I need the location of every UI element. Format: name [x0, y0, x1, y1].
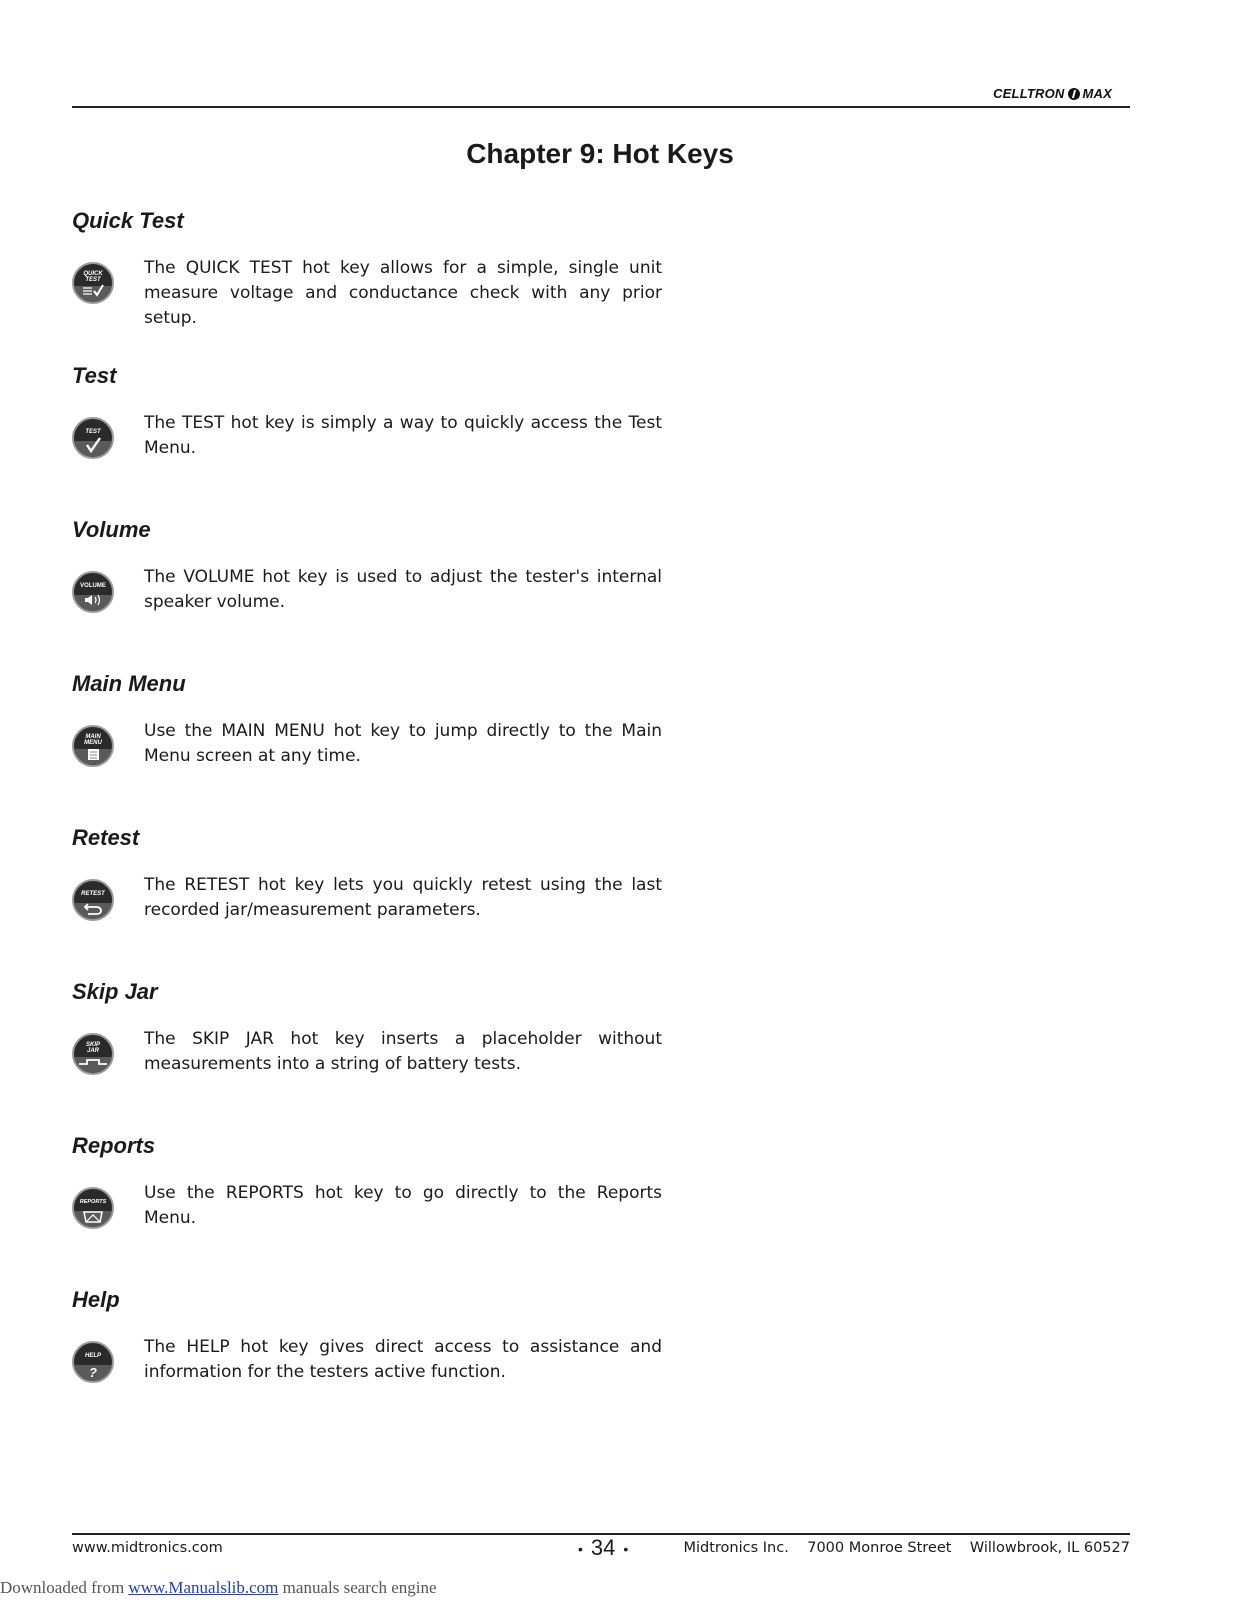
svg-text:RETEST: RETEST: [81, 891, 105, 897]
svg-text:JAR: JAR: [86, 1048, 100, 1054]
page-number-value: 34: [590, 1535, 616, 1560]
download-watermark: [0, 1578, 437, 1598]
footer-url: www.midtronics.com: [72, 1540, 223, 1556]
hot-key-description: Use the MAIN MENU hot key to jump directly to the Main Menu screen at any time.: [144, 721, 662, 766]
section-skip-jar: [72, 979, 662, 1107]
hot-key-entry: [72, 719, 662, 799]
hot-key-description: The RETEST hot key lets you quickly retest using the last recorded jar/measurement parameters.: [144, 875, 662, 920]
watermark-suffix: manuals search engine: [278, 1578, 437, 1597]
bullet-icon: •: [578, 1541, 583, 1558]
test-key-icon: [72, 417, 114, 459]
hot-key-description: The VOLUME hot key is used to adjust the tester's internal speaker volume.: [144, 567, 662, 612]
reports-key-icon: [72, 1187, 114, 1229]
retest-key-icon: [72, 879, 114, 921]
page-number: [570, 1535, 636, 1561]
svg-text:TEST: TEST: [85, 277, 101, 283]
svg-text:?: ?: [89, 1365, 97, 1380]
chapter-title: Chapter 9: Hot Keys: [466, 138, 734, 169]
svg-text:SKIP: SKIP: [85, 1042, 101, 1048]
hot-key-description: The HELP hot key gives direct access to assistance and information for the testers active function.: [144, 1337, 662, 1382]
hot-key-entry: [72, 873, 662, 953]
bullet-icon: •: [623, 1541, 629, 1558]
svg-text:MENU: MENU: [84, 740, 102, 746]
brand-logo: [993, 86, 1112, 101]
section-quick-test: [72, 208, 662, 336]
hot-key-entry: [72, 565, 662, 645]
section-heading: Quick Test: [72, 208, 184, 233]
section-help: [72, 1287, 662, 1415]
hot-key-description: Use the REPORTS hot key to go directly to the Reports Menu.: [144, 1183, 662, 1228]
help-key-icon: [72, 1341, 114, 1383]
section-test: [72, 363, 662, 491]
section-heading: Main Menu: [72, 671, 186, 696]
brand-name-left: CELLTRON: [993, 86, 1065, 101]
brand-name-right: MAX: [1082, 86, 1112, 101]
quick-test-key-icon: [72, 262, 114, 304]
section-heading: Skip Jar: [72, 979, 158, 1004]
section-reports: [72, 1133, 662, 1261]
manualslib-link[interactable]: www.Manualslib.com: [128, 1578, 279, 1597]
svg-text:TEST: TEST: [85, 429, 101, 435]
section-main-menu: [72, 671, 662, 799]
brand-mark-icon: [1068, 88, 1080, 100]
section-retest: [72, 825, 662, 953]
header-rule: [72, 106, 1130, 108]
volume-key-icon: [72, 571, 114, 613]
section-heading: Help: [72, 1287, 120, 1312]
hot-key-entry: [72, 1027, 662, 1107]
watermark-prefix: Downloaded from: [0, 1578, 129, 1597]
section-volume: [72, 517, 662, 645]
svg-text:MAIN: MAIN: [85, 734, 101, 740]
hot-key-entry: [72, 411, 662, 491]
hot-key-entry: [72, 1335, 662, 1415]
hot-key-description: The TEST hot key is simply a way to quickly access the Test Menu.: [144, 413, 662, 458]
svg-text:HELP: HELP: [84, 1353, 102, 1359]
svg-text:QUICK: QUICK: [83, 271, 103, 277]
hot-key-entry: [72, 1181, 662, 1261]
svg-text:REPORTS: REPORTS: [79, 1199, 107, 1205]
footer-address: Midtronics Inc. 7000 Monroe Street Willowbrook, IL 60527: [683, 1540, 1130, 1556]
section-heading: Reports: [72, 1133, 156, 1158]
hot-key-description: The QUICK TEST hot key allows for a simple, single unit measure voltage and conductance check with any prior setup.: [144, 258, 662, 328]
section-heading: Test: [72, 363, 117, 388]
hot-key-description: The SKIP JAR hot key inserts a placeholder without measurements into a string of battery tests.: [144, 1029, 662, 1074]
main-menu-key-icon: [72, 725, 114, 767]
section-heading: Retest: [72, 825, 140, 850]
hot-key-entry: [72, 256, 662, 336]
svg-text:VOLUME: VOLUME: [80, 583, 106, 589]
skip-jar-key-icon: [72, 1033, 114, 1075]
section-heading: Volume: [72, 517, 151, 542]
